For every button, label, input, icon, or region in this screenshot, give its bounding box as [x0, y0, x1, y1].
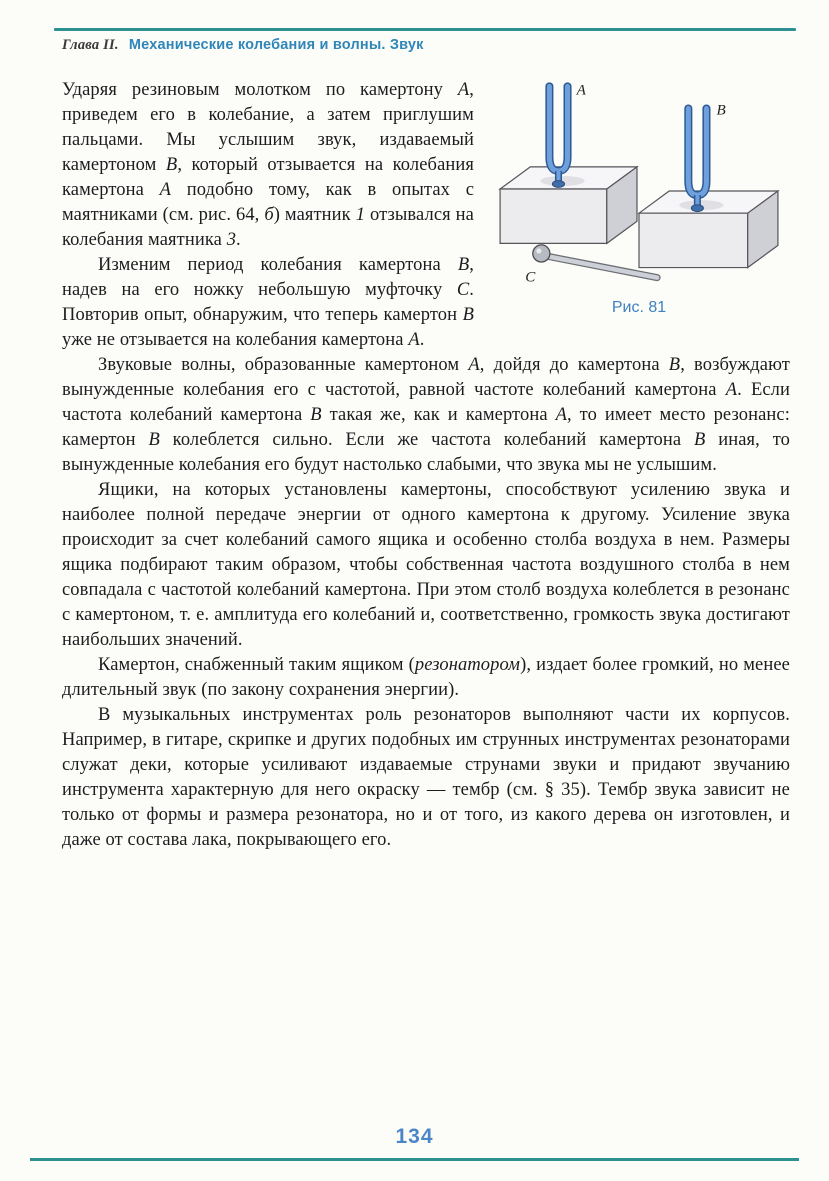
chapter-heading	[62, 37, 790, 54]
paragraph: Изменим период колебания камертона B, надев на его ножку небольшую муфточку C. Повторив опыт, обнаружим, что теперь камертон B уже не отзывается на колебания камертона A.	[62, 255, 474, 350]
paragraph: Ударяя резиновым молотком по камертону A, приведем его в колебание, а затем приглушим пальцами. Мы услышим звук, издаваемый камертоном B, который отзывается на колебания камертона A подобно тому, как в опытах с маятниками (см. рис. 64, б) маятник 1 отзывался на колебания маятника 3.	[62, 80, 474, 250]
page-number: 134	[395, 1125, 434, 1148]
paragraph: В музыкальных инструментах роль резонаторов выполняют части их корпусов. Например, в гитаре, скрипке и других подобных им струнных инструментах резонаторами служат деки, которые усиливают издаваемые струнами звуки и придают звучанию инструмента характерную для него окраску — тембр (см. § 35). Тембр звука зависит не только от формы и размера резонатора, но и от того, из какого дерева он изготовлен, и даже от состава лака, покрывающего его.	[62, 705, 790, 850]
paragraph: Ящики, на которых установлены камертоны, способствуют усилению звука и наиболее полной передаче энергии от одного камертона к другому. Усиление звука происходит за счет колебаний самого ящика и особенно столба воздуха в нем. Размеры ящика подбирают таким образом, чтобы собственная частота воздушного столба в нем совпадала с частотой колебаний камертона. При этом столб воздуха колеблется в резонанс с камертоном, т. е. амплитуда его колебаний и, соответственно, громкость звука достигают наибольших значений.	[62, 480, 790, 650]
mallet-c-label: C	[525, 269, 536, 286]
figure-81	[488, 80, 790, 317]
paragraph: Звуковые волны, образованные камертоном A, дойдя до камертона B, возбуждают вынужденные колебания его с частотой, равной частоте колебаний камертона A. Если частота колебаний камертона B такая же, как и камертона A, то имеет место резонанс: камертон B колеблется сильно. Если же частота колебаний камертона B иная, то вынужденные колебания его будут настолько слабыми, что звука мы не услышим.	[62, 355, 791, 475]
fork-a-label: A	[576, 82, 586, 99]
chapter-title: Механические колебания и волны. Звук	[128, 37, 424, 53]
bottom-rule	[30, 1158, 799, 1161]
fork-b-label: B	[716, 102, 726, 119]
figure-caption: Рис. 81	[611, 299, 667, 316]
resonator-box-a	[500, 167, 637, 244]
top-rule	[54, 28, 796, 31]
chapter-label: Глава II.	[62, 37, 119, 53]
tuning-fork-b-icon	[688, 108, 706, 211]
tuning-fork-a-icon	[549, 86, 567, 187]
body-text	[62, 78, 790, 853]
resonator-box-b	[639, 191, 778, 268]
figure-81-illustration	[488, 80, 790, 290]
paragraph: Камертон, снабженный таким ящиком (резонатором), издает более громкий, но менее длительный звук (по закону сохранения энергии).	[62, 655, 790, 700]
